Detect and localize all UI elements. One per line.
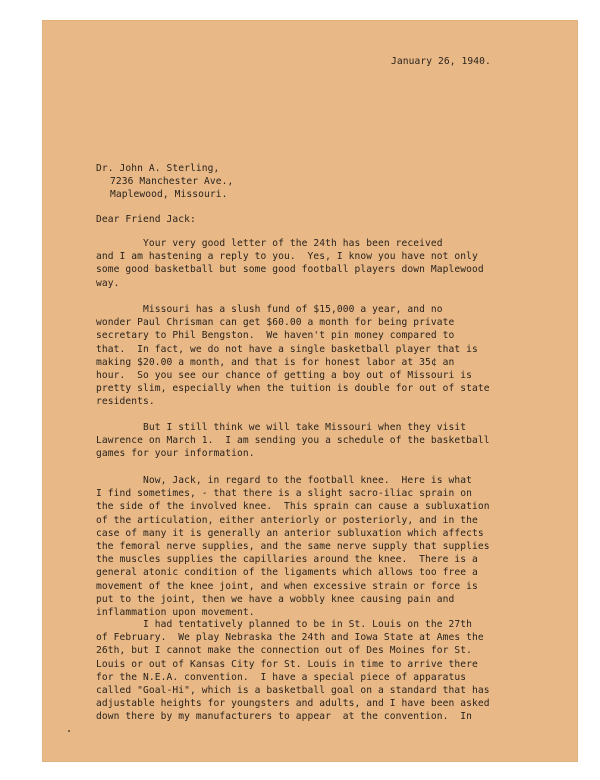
text-line: Missouri has a slush fund of $15,000 a year, and no bbox=[96, 304, 443, 315]
text-line: Now, Jack, in regard to the football knee. Here is what bbox=[96, 475, 473, 486]
text-line: movement of the knee joint, and when excessive strain or force is bbox=[96, 580, 478, 592]
text-line: the side of the involved knee. This sprain can cause a subluxation bbox=[96, 501, 490, 513]
text-line: and I am hastening a reply to you. Yes, I know you have not only bbox=[96, 251, 478, 263]
text-line: that. In fact, we do not have a single basketball player that is bbox=[96, 343, 478, 355]
text-line: I find sometimes, - that there is a slight sacro-iliac sprain on bbox=[96, 488, 473, 500]
text-line: inflammation upon movement. bbox=[96, 607, 255, 619]
salutation: Dear Friend Jack: bbox=[96, 214, 196, 225]
letter-date: January 26, 1940. bbox=[391, 56, 491, 67]
text-line: I had tentatively planned to be in St. Louis on the 27th bbox=[96, 619, 473, 630]
text-line: the femoral nerve supplies, and the same nerve supply that supplies bbox=[96, 541, 490, 553]
paragraph-letter-received bbox=[96, 237, 484, 290]
text-line: But I still think we will take Missouri when they visit bbox=[96, 422, 467, 433]
text-line: Your very good letter of the 24th has been received bbox=[96, 238, 443, 249]
text-line: some good basketball but some good football players down Maplewood bbox=[96, 264, 484, 276]
text-line: making $20.00 a month, and that is for honest labor at 35¢ an bbox=[96, 356, 455, 368]
text-line: 26th, but I cannot make the connection out of Des Moines for St. bbox=[96, 645, 473, 657]
text-line: of the articulation, either anteriorly or posteriorly, and in the bbox=[96, 514, 478, 526]
text-line: down there by my manufacturers to appear at the convention. In bbox=[96, 711, 473, 723]
text-line: of February. We play Nebraska the 24th and Iowa State at Ames the bbox=[96, 632, 484, 644]
paragraph-slush-fund bbox=[96, 303, 490, 409]
text-line: called "Goal-Hi", which is a basketball goal on a standard that has bbox=[96, 685, 490, 697]
text-line: wonder Paul Chrisman can get $60.00 a month for being private bbox=[96, 317, 455, 329]
paper-speck bbox=[68, 730, 70, 732]
address-line-street: 7236 Manchester Ave., bbox=[110, 176, 234, 187]
text-line: general atonic condition of the ligaments which allows too free a bbox=[96, 567, 478, 579]
text-line: secretary to Phil Bengston. We haven't pin money compared to bbox=[96, 330, 455, 342]
text-line: hour. So you see our chance of getting a boy out of Missouri is bbox=[96, 370, 473, 382]
paragraph-football-knee bbox=[96, 474, 490, 619]
paragraph-take-missouri bbox=[96, 421, 490, 461]
text-line: put to the joint, then we have a wobbly knee causing pain and bbox=[96, 593, 455, 605]
text-line: the muscles supplies the capillaries around the knee. There is a bbox=[96, 554, 478, 566]
address-line-city: Maplewood, Missouri. bbox=[110, 189, 228, 200]
text-line: adjustable heights for youngsters and adults, and I have been asked bbox=[96, 698, 490, 710]
text-line: Lawrence on March 1. I am sending you a schedule of the basketball bbox=[96, 435, 490, 447]
text-line: Louis or out of Kansas City for St. Louis in time to arrive there bbox=[96, 658, 478, 670]
text-line: way. bbox=[96, 277, 120, 289]
text-line: games for your information. bbox=[96, 448, 255, 460]
address-line-name: Dr. John A. Sterling, bbox=[96, 163, 220, 174]
paragraph-st-louis-trip bbox=[96, 618, 490, 724]
text-line: residents. bbox=[96, 396, 155, 408]
text-line: pretty slim, especially when the tuition is double for out of state bbox=[96, 383, 490, 395]
text-line: for the N.E.A. convention. I have a special piece of apparatus bbox=[96, 671, 467, 683]
text-line: case of many it is generally an anterior subluxation which affects bbox=[96, 527, 484, 539]
